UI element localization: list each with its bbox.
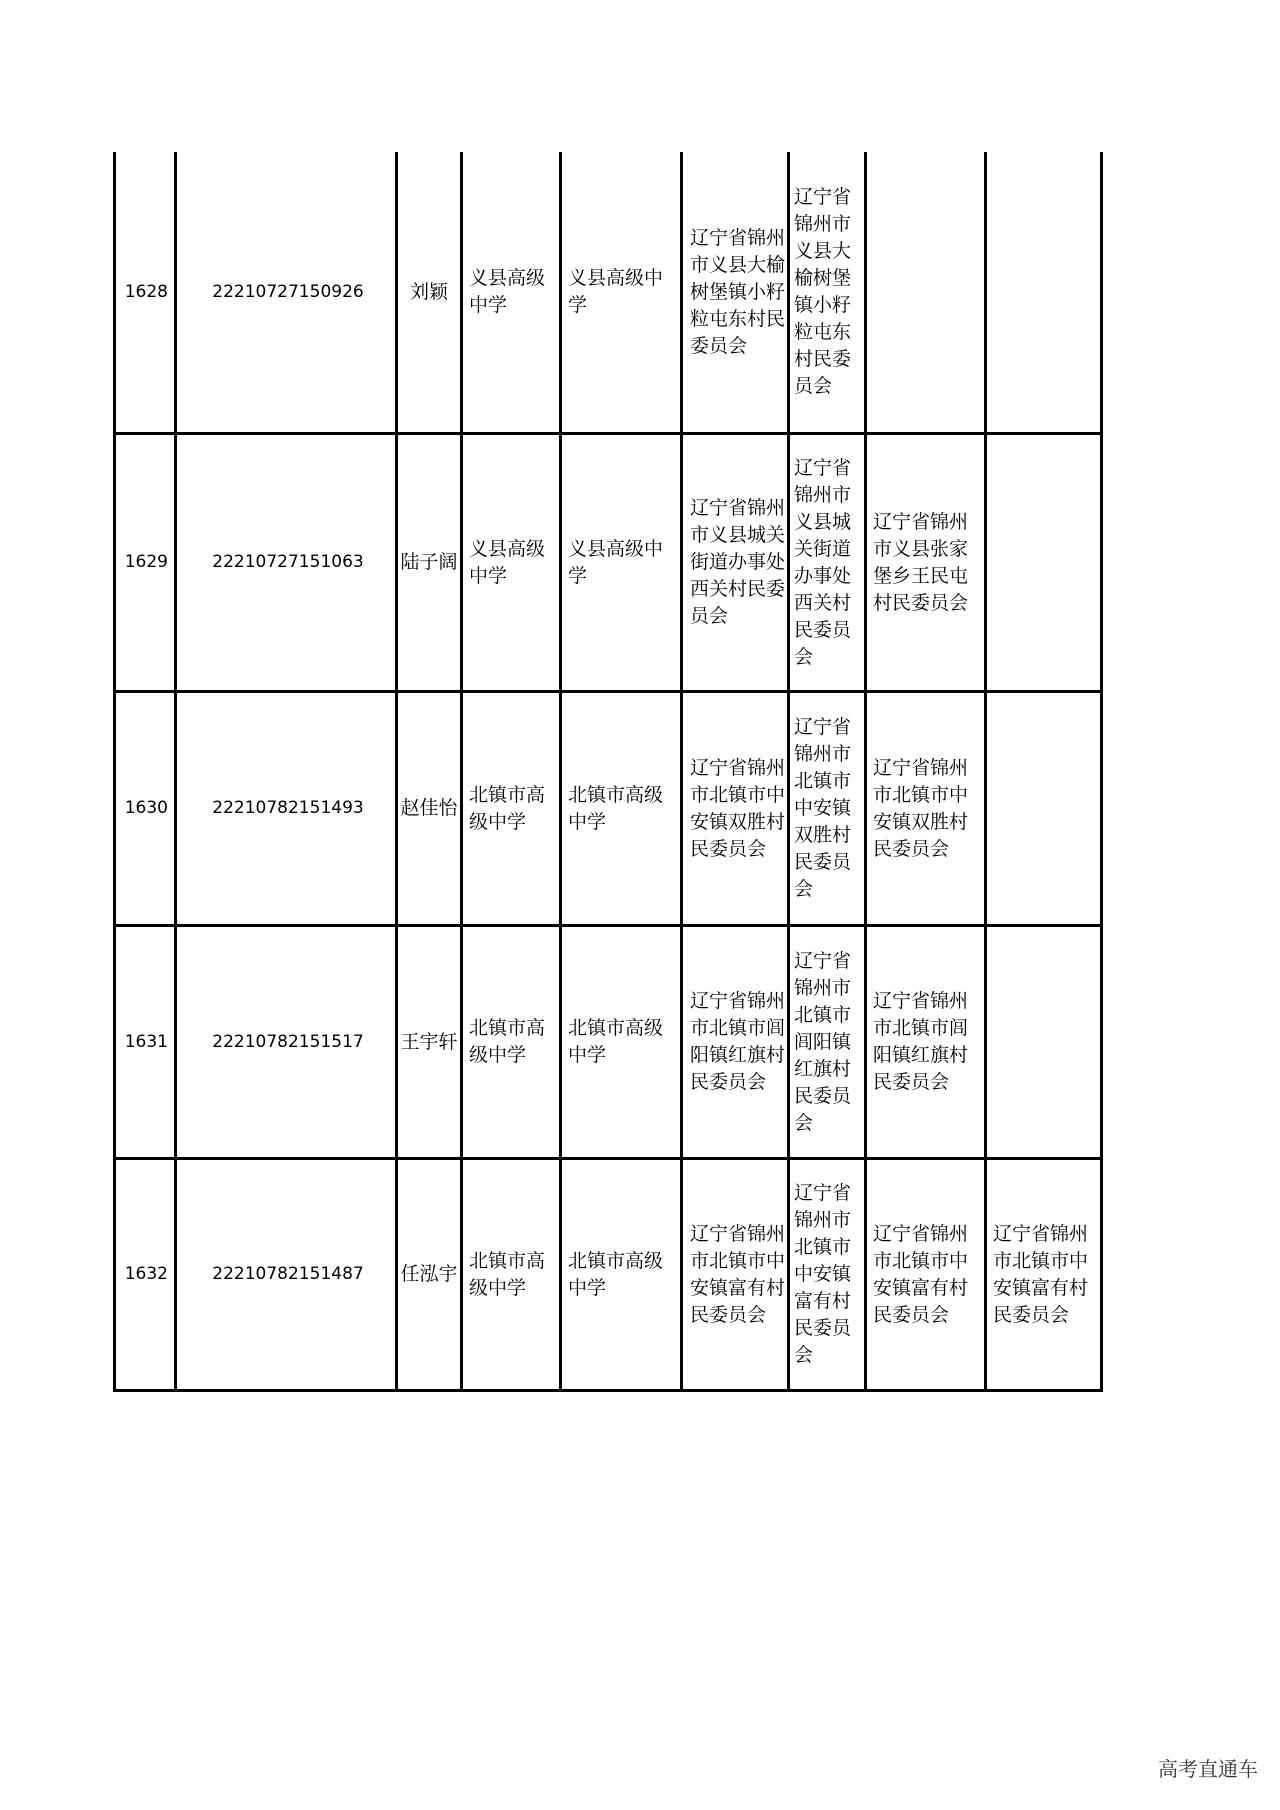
cell-address-3 <box>864 435 984 690</box>
cell-school <box>460 927 559 1157</box>
exam-id-text: 22210727150926 <box>212 281 364 302</box>
table-row <box>113 152 1103 435</box>
cell-number <box>113 927 174 1157</box>
cell-name <box>395 435 460 690</box>
cell-number <box>113 693 174 924</box>
number-text: 1629 <box>124 552 168 572</box>
exam-id-text: 22210782151487 <box>212 1264 364 1284</box>
address-1-text: 辽宁省锦州市义县城关街道办事处西关村民委员会 <box>690 497 786 627</box>
cell-address-1 <box>680 927 787 1157</box>
address-4-text: 辽宁省锦州市北镇市中安镇富有村民委员会 <box>993 1222 1089 1326</box>
cell-address-1 <box>680 693 787 924</box>
school-text: 义县高级中学 <box>469 267 546 316</box>
cell-address-1 <box>680 435 787 690</box>
cell-address-2 <box>787 152 864 432</box>
graduation-school-text: 义县高级中学 <box>568 537 664 587</box>
address-1-text: 辽宁省锦州市北镇市闾阳镇红旗村民委员会 <box>690 990 786 1093</box>
cell-graduation-school <box>559 693 680 924</box>
cell-address-4 <box>984 927 1103 1157</box>
graduation-school-text: 义县高级中学 <box>568 267 664 316</box>
address-2-text: 辽宁省锦州市义县城关街道办事处西关村民委员会 <box>794 456 852 668</box>
exam-id-text: 22210727151063 <box>212 552 364 572</box>
footer-watermark: 高考直通车 <box>1158 1757 1258 1781</box>
cell-address-2 <box>787 927 864 1157</box>
exam-id-text: 22210782151493 <box>212 798 364 818</box>
name-text: 任泓宇 <box>400 1263 458 1285</box>
cell-graduation-school <box>559 927 680 1157</box>
graduation-school-text: 北镇市高级中学 <box>568 1249 664 1299</box>
address-2-text: 辽宁省锦州市北镇市闾阳镇红旗村民委员会 <box>794 949 852 1134</box>
cell-graduation-school <box>559 435 680 690</box>
cell-address-3 <box>864 927 984 1157</box>
cell-exam-id <box>174 1160 395 1389</box>
exam-id-text: 22210782151517 <box>212 1031 364 1052</box>
cell-address-3 <box>864 1160 984 1389</box>
number-text: 1628 <box>124 281 168 302</box>
name-text: 陆子阔 <box>400 551 458 573</box>
cell-address-2 <box>787 693 864 924</box>
cell-name <box>395 927 460 1157</box>
cell-school <box>460 693 559 924</box>
school-text: 北镇市高级中学 <box>469 1017 546 1066</box>
cell-exam-id <box>174 693 395 924</box>
cell-number <box>113 1160 174 1389</box>
cell-exam-id <box>174 152 395 432</box>
address-1-text: 辽宁省锦州市北镇市中安镇双胜村民委员会 <box>690 756 786 860</box>
cell-number <box>113 152 174 432</box>
name-text: 王宇轩 <box>400 1030 458 1053</box>
cell-address-3 <box>864 152 984 432</box>
name-text: 赵佳怡 <box>400 797 458 819</box>
graduation-school-text: 北镇市高级中学 <box>568 783 664 833</box>
school-text: 北镇市高级中学 <box>469 1249 546 1299</box>
table-row <box>113 927 1103 1160</box>
table-row <box>113 435 1103 693</box>
cell-address-1 <box>680 152 787 432</box>
cell-address-4 <box>984 435 1103 690</box>
number-text: 1632 <box>124 1264 168 1284</box>
name-text: 刘颖 <box>409 280 448 303</box>
address-2-text: 辽宁省锦州市北镇市中安镇富有村民委员会 <box>794 1182 852 1366</box>
cell-address-2 <box>787 435 864 690</box>
address-3-text: 辽宁省锦州市北镇市闾阳镇红旗村民委员会 <box>873 990 969 1093</box>
school-text: 北镇市高级中学 <box>469 783 546 833</box>
graduation-school-text: 北镇市高级中学 <box>568 1017 664 1066</box>
address-2-text: 辽宁省锦州市义县大榆树堡镇小籽粒屯东村民委员会 <box>794 186 852 397</box>
cell-address-4 <box>984 152 1103 432</box>
address-2-text: 辽宁省锦州市北镇市中安镇双胜村民委员会 <box>794 716 852 900</box>
student-table <box>113 152 1103 1392</box>
cell-name <box>395 693 460 924</box>
address-3-text: 辽宁省锦州市义县张家堡乡王民屯村民委员会 <box>873 510 969 614</box>
cell-address-1 <box>680 1160 787 1389</box>
cell-exam-id <box>174 927 395 1157</box>
cell-name <box>395 152 460 432</box>
cell-name <box>395 1160 460 1389</box>
school-text: 义县高级中学 <box>469 537 546 587</box>
cell-number <box>113 435 174 690</box>
cell-school <box>460 435 559 690</box>
address-1-text: 辽宁省锦州市义县大榆树堡镇小籽粒屯东村民委员会 <box>690 226 786 357</box>
cell-graduation-school <box>559 1160 680 1389</box>
cell-address-2 <box>787 1160 864 1389</box>
address-1-text: 辽宁省锦州市北镇市中安镇富有村民委员会 <box>690 1222 786 1326</box>
table-row <box>113 1160 1103 1392</box>
address-3-text: 辽宁省锦州市北镇市中安镇双胜村民委员会 <box>873 756 969 860</box>
address-3-text: 辽宁省锦州市北镇市中安镇富有村民委员会 <box>873 1222 969 1326</box>
cell-address-4 <box>984 693 1103 924</box>
table-row <box>113 693 1103 927</box>
cell-school <box>460 1160 559 1389</box>
number-text: 1630 <box>124 798 168 818</box>
cell-school <box>460 152 559 432</box>
cell-graduation-school <box>559 152 680 432</box>
cell-address-4 <box>984 1160 1103 1389</box>
number-text: 1631 <box>124 1031 168 1052</box>
cell-address-3 <box>864 693 984 924</box>
cell-exam-id <box>174 435 395 690</box>
